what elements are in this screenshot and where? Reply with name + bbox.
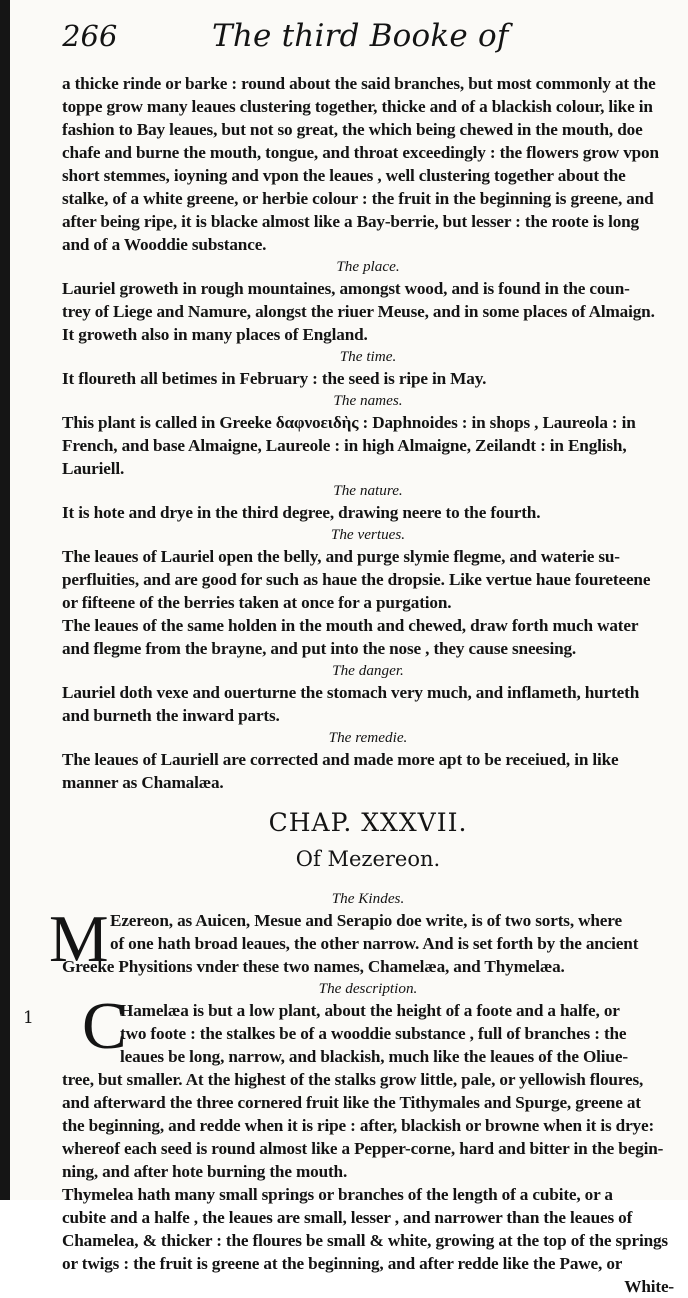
body-line: It is hote and drye in the third degree, drawing neere to the fourth. [62,503,541,522]
kinds-line: Ezereon, as Auicen, Mesue and Serapio doe write, is of two sorts, where [110,911,622,930]
opening-line: stalke, of a white greene, or herbie colour : the fruit in the beginning is greene, and [62,189,654,208]
description-line: or twigs : the fruit is greene at the beginning, and after redde like the Pawe, or [62,1254,623,1273]
running-header [59,18,674,64]
body-line: This plant is called in Greeke δαφνοειδὴς : Daphnoides : in shops , Laureola : in [62,413,636,432]
kinds-line: Greeke Physitions vnder these two names, Chamelæa, and Thymelæa. [62,957,565,976]
body-line: The leaues of Lauriell are corrected and made more apt to be receiued, in like [62,750,619,769]
kinds-line: of one hath broad leaues, the other narrow. And is set forth by the ancient [110,934,639,953]
description-line: the beginning, and redde when it is ripe : after, blackish or browne when it is drye: [62,1116,655,1135]
body-line: It groweth also in many places of England. [62,325,368,344]
section-heading: The place. [336,258,400,275]
description-line: whereof each seed is round almost like a Pepper-corne, hard and bitter in the begin- [62,1139,664,1158]
opening-line: after being ripe, it is blacke almost like a Bay-berrie, but lesser : the roote is long [62,212,639,231]
section-vertues [62,525,674,660]
margin-number: 1 [23,1008,34,1028]
description-line: leaues be long, narrow, and blackish, much like the leaues of the Oliue- [120,1047,628,1066]
page-text-block [23,18,674,1298]
section-remedie [62,728,674,794]
section-heading: The vertues. [330,526,406,543]
section-names [62,391,674,480]
body-line: perfluities, and are good for such as haue the dropsie. Like vertue haue foureteene [62,570,651,589]
description-line: Thymelea hath many small springs or branches of the length of a cubite, or a [62,1185,613,1204]
description-line: Chamelea, & thicker : the floures be small & white, growing at the top of the springs [62,1231,668,1250]
body-line: manner as Chamalæa. [62,773,224,792]
opening-line: a thicke rinde or barke : round about the said branches, but most commonly at the [62,74,656,93]
body-line: Lauriel doth vexe and ouerturne the stomach very much, and inflameth, hurteth [62,683,640,702]
body-line: and flegme from the brayne, and put into the nose , they cause sneesing. [62,639,577,658]
body-line: French, and base Almaigne, Laureole : in high Almaigne, Zeilandt : in English, [62,436,627,455]
body-line: Lauriell. [62,459,125,478]
section-time [62,347,674,390]
opening-line: toppe grow many leaues clustering together, thicke and of a blackish colour, like in [62,97,653,116]
description-line: two foote : the stalkes be of a wooddie substance , full of branches : the [120,1024,627,1043]
catchword: White- [624,1277,674,1296]
drop-cap-m: M [49,902,109,976]
description-line: tree, but smaller. At the highest of the stalks grow little, pale, or yellowish floures, [62,1070,644,1089]
page-number: 266 [59,19,121,53]
kinds-paragraph [49,902,674,978]
description-line: Hamelæa is but a low plant, about the height of a foote and a halfe, or [120,1001,620,1020]
body-line: or fifteene of the berries taken at once for a purgation. [62,593,452,612]
drop-cap-c: C [82,989,127,1063]
description-line: ning, and after hote burning the mouth. [62,1162,348,1181]
opening-line: short stemmes, ioyning and vpon the leaues , well clustering together about the [62,166,626,185]
section-place [62,257,674,346]
section-danger [62,661,674,727]
section-heading: The remedie. [328,729,408,746]
section-nature [62,481,674,524]
body-line: The leaues of the same holden in the mouth and chewed, draw forth much water [62,616,639,635]
body-line: Lauriel groweth in rough mountaines, amongst wood, and is found in the coun- [62,279,630,298]
opening-paragraph [62,72,674,256]
description-line: and afterward the three cornered fruit like the Tithymales and Spurge, greene at [62,1093,641,1112]
body-line: The leaues of Lauriel open the belly, and purge slymie flegme, and waterie su- [62,547,620,566]
description-line: cubite and a halfe , the leaues are small, lesser , and narrower than the leaues of [62,1208,633,1227]
section-heading: The danger. [332,662,404,679]
section-heading: The names. [333,392,403,409]
section-heading: The nature. [333,482,403,499]
section-heading: The time. [339,348,397,365]
section-heading: The description. [318,980,418,997]
running-title: The third Booke of [212,18,509,54]
section-heading: The Kindes. [331,890,405,907]
opening-line: and of a Wooddie substance. [62,235,267,254]
opening-line: chafe and burne the mouth, tongue, and throat exceedingly : the flowers grow vpon [62,143,659,162]
body-line: and burneth the inward parts. [62,706,280,725]
description-paragraph [23,989,674,1298]
chapter-heading: CHAP. XXXVII. [268,808,468,837]
body-line: It floureth all betimes in February : the seed is ripe in May. [62,369,487,388]
opening-line: fashion to Bay leaues, but not so great, the which being chewed in the mouth, doe [62,120,643,139]
body-line: trey of Liege and Namure, alongst the riuer Meuse, and in some places of Almaign. [62,302,655,321]
chapter-title: Of Mezereon. [295,847,441,871]
